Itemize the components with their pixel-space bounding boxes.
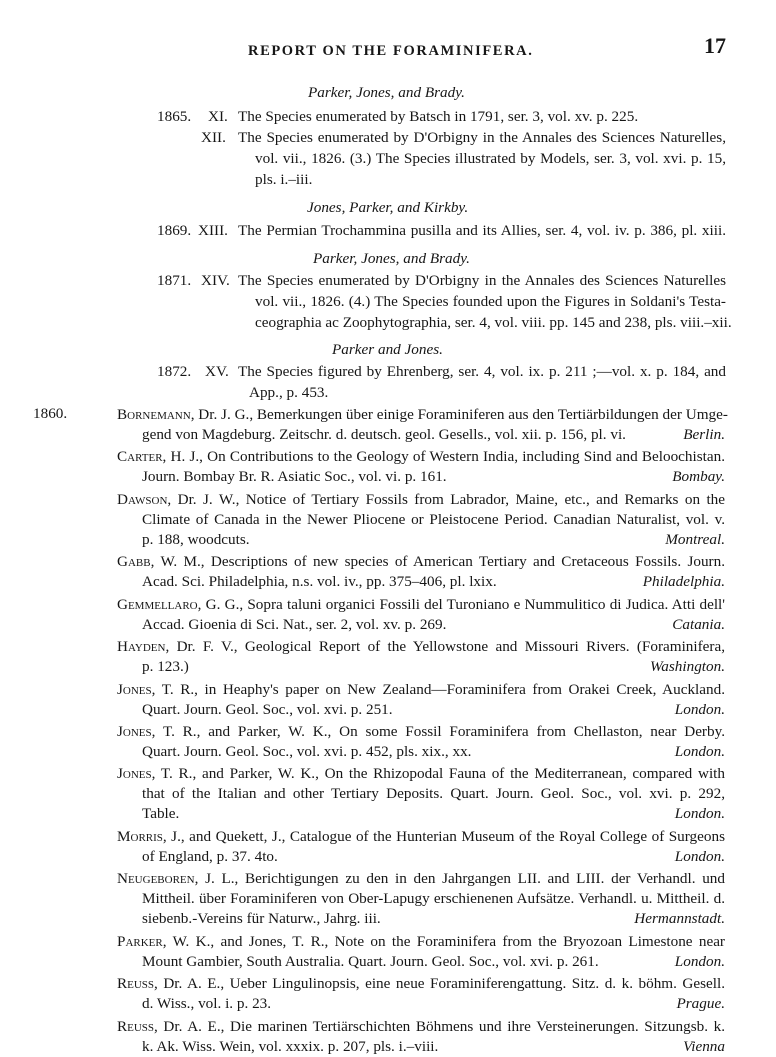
publication-place: Washington.: [650, 658, 725, 676]
citation-text: Mittheil. über Foraminiferen von Ober-Lapugy erschienenen Aufsätze. Verhandl. u. Mittheil. d.: [142, 890, 725, 908]
citation-text: gend von Magdeburg. Zeitschr. d. deutsch. geol. Gesells., vol. xii. p. 156, pl. vi.: [142, 426, 626, 444]
entry-continuation-line: [117, 742, 725, 762]
author-surname: Carter: [117, 448, 163, 466]
entry-text-line: vol. vii., 1826. (3.) The Species illustrated by Models, ser. 3, vol. xvi. p. 15,: [255, 150, 726, 167]
citation-text: Quart. Journ. Geol. Soc., vol. xvi. p. 251.: [142, 700, 393, 718]
series-authors: Parker, Jones, and Brady.: [313, 250, 470, 267]
entry-body: [117, 974, 725, 1014]
entry-first-line: Bornemann, Dr. J. G., Bemerkungen über einige Foraminiferen aus den Tertiärbildungen der Umge-: [117, 406, 728, 423]
series-authors: Parker and Jones.: [332, 341, 443, 358]
author-surname: Neugeboren: [117, 870, 195, 888]
citation-text: Quart. Journ. Geol. Soc., vol. xvi. p. 452, pls. xix., xx.: [142, 742, 472, 760]
publication-place: Berlin.: [683, 426, 725, 444]
entry-body: [117, 405, 728, 445]
entry-text: The Species enumerated by Batsch in 1791, ser. 3, vol. xv. p. 225.: [238, 108, 639, 125]
entry-body: [117, 637, 725, 677]
page-header: [0, 33, 776, 63]
entry-body: [117, 827, 725, 867]
publication-place: Vienna: [683, 1037, 725, 1055]
entry-text-line: vol. vii., 1826. (4.) The Species founded upon the Figures in Soldani's Testa-: [255, 293, 726, 310]
citation-text: d. Wiss., vol. i. p. 23.: [142, 995, 272, 1013]
publication-place: London.: [674, 847, 725, 865]
entry-continuation-line: [117, 952, 725, 972]
entry-year: 1869.: [157, 222, 192, 239]
citation-text: Journ. Bombay Br. R. Asiatic Soc., vol. vi. p. 161.: [142, 468, 447, 486]
bibliography-year: 1860.: [33, 405, 68, 422]
entry-body: [117, 490, 725, 550]
entry-text: The Permian Trochammina pusilla and its Allies, ser. 4, vol. iv. p. 386, pl. xiii.: [238, 222, 726, 239]
entry-first-line: Reuss, Dr. A. E., Ueber Lingulinopsis, eine neue Foraminiferengattung. Sitz. d. k. böhm. Gesell.: [117, 975, 725, 993]
series-authors: Jones, Parker, and Kirkby.: [307, 199, 469, 216]
citation-text: k. Ak. Wiss. Wein, vol. xxxix. p. 207, pls. i.–viii.: [142, 1037, 439, 1055]
entry-continuation-line: [117, 1037, 725, 1057]
entry-first-line: Reuss, Dr. A. E., Die marinen Tertiärschichten Böhmens und ihre Versteinerungen. Sitzungsb. k.: [117, 1017, 725, 1035]
publication-place: London.: [674, 742, 725, 760]
entry-first-line: Parker, W. K., and Jones, T. R., Note on the Foraminifera from the Bryozoan Limestone near: [117, 932, 725, 950]
author-surname: Jones: [117, 680, 152, 698]
entry-continuation-line: [117, 784, 725, 804]
entry-number: XIV.: [201, 272, 230, 289]
entry-first-line: Jones, T. R., in Heaphy's paper on New Zealand—Foraminifera from Orakei Creek, Auckland.: [117, 680, 725, 698]
author-surname: Reuss: [117, 1017, 155, 1035]
citation-text: Climate of Canada in the Newer Pliocene or Pleistocene Period. Canadian Naturalist, vol. v.: [142, 510, 725, 528]
entry-text-line: pls. i.–iii.: [255, 171, 313, 188]
entry-continuation-line: [117, 572, 725, 592]
entry-number: XII.: [201, 129, 226, 146]
entry-first-line: Hayden, Dr. F. V., Geological Report of the Yellowstone and Missouri Rivers. (Foraminifera,: [117, 638, 725, 656]
citation-text: Acad. Sci. Philadelphia, n.s. vol. iv., pp. 375–406, pl. lxix.: [142, 573, 497, 591]
running-head: REPORT ON THE FORAMINIFERA.: [248, 43, 534, 59]
author-surname: Dawson: [117, 490, 168, 508]
citation-text: of England, p. 37. 4to.: [142, 847, 278, 865]
entry-continuation-line: [117, 847, 725, 867]
author-surname: Morris: [117, 827, 163, 845]
entry-body: [117, 932, 725, 972]
entry-number: XIII.: [198, 222, 228, 239]
entry-first-line: Morris, J., and Quekett, J., Catalogue of the Hunterian Museum of the Royal College of Surgeons: [117, 827, 725, 845]
author-surname: Reuss: [117, 975, 155, 993]
entry-continuation-line: [117, 700, 725, 720]
author-surname: Gabb: [117, 553, 151, 571]
entry-continuation-line: [117, 467, 725, 487]
entry-number: XI.: [208, 108, 228, 125]
entry-continuation-line: [117, 657, 725, 677]
entry-first-line: Neugeboren, J. L., Berichtigungen zu den in den Jahrgangen LII. and LIII. der Verhandl. und: [117, 870, 725, 888]
entry-body: [117, 595, 725, 635]
series-authors: Parker, Jones, and Brady.: [308, 84, 465, 101]
entry-continuation-line: [117, 889, 725, 909]
page-number: 17: [704, 33, 726, 58]
citation-text: Mount Gambier, South Australia. Quart. Journ. Geol. Soc., vol. xvi. p. 261.: [142, 952, 599, 970]
entry-text-line: The Species enumerated by D'Orbigny in the Annales des Sciences Naturelles,: [238, 129, 726, 146]
citation-text: Accad. Gioenia di Sci. Nat., ser. 2, vol. xv. p. 269.: [142, 615, 447, 633]
author-surname: Hayden: [117, 638, 166, 656]
publication-place: Philadelphia.: [642, 573, 725, 591]
entry-text-line: The Species figured by Ehrenberg, ser. 4, vol. ix. p. 211 ;—vol. x. p. 184, and: [238, 363, 726, 380]
citation-text: p. 123.): [142, 658, 189, 676]
entry-text-line: ceographia ac Zoophytographia, ser. 4, vol. viii. pp. 145 and 238, pls. viii.–xii.: [255, 314, 732, 331]
author-surname: Jones: [117, 722, 152, 740]
entry-number: XV.: [205, 363, 229, 380]
entry-continuation-line: [117, 994, 725, 1014]
publication-place: London.: [674, 700, 725, 718]
entry-body: [117, 1017, 725, 1057]
entry-continuation-line: [117, 530, 725, 550]
publication-place: Prague.: [676, 995, 725, 1013]
entry-continuation-line: [117, 804, 725, 824]
citation-text: that of the Italian and other Tertiary Deposits. Quart. Journ. Geol. Soc., vol. xvi. p. 292,: [142, 785, 725, 803]
entry-first-line: Dawson, Dr. J. W., Notice of Tertiary Fossils from Labrador, Maine, etc., and Remarks on the: [117, 490, 725, 508]
citation-text: p. 188, woodcuts.: [142, 530, 250, 548]
entry-text-line: The Species enumerated by D'Orbigny in the Annales des Sciences Naturelles: [238, 272, 726, 289]
entry-continuation-line: [117, 510, 725, 530]
entry-year: 1872.: [157, 363, 192, 380]
entry-continuation-line: [117, 909, 725, 929]
author-surname: Gemmellaro: [117, 595, 198, 613]
publication-place: Montreal.: [665, 530, 725, 548]
entry-body: [117, 869, 725, 929]
entry-continuation-line: [117, 425, 725, 445]
entry-body: [117, 552, 725, 592]
entry-first-line: Gabb, W. M., Descriptions of new species of American Tertiary and Cretaceous Fossils. Journ.: [117, 553, 725, 571]
publication-place: Catania.: [672, 615, 725, 633]
entry-first-line: Gemmellaro, G. G., Sopra taluni organici Fossili del Turoniano e Nummulitico di Judica. Atti dell': [117, 595, 725, 613]
entry-first-line: Jones, T. R., and Parker, W. K., On some Fossil Foraminifera from Chellaston, near Derby.: [117, 722, 725, 740]
entry-body: [117, 764, 725, 824]
author-surname: Parker: [117, 932, 163, 950]
entry-body: [117, 447, 725, 487]
entry-text-line: App., p. 453.: [249, 384, 329, 401]
citation-text: siebenb.-Vereins für Naturw., Jahrg. iii.: [142, 910, 381, 928]
publication-place: London.: [674, 805, 725, 823]
publication-place: London.: [674, 952, 725, 970]
publication-place: Hermannstadt.: [634, 910, 725, 928]
author-surname: Jones: [117, 765, 152, 783]
entry-first-line: Carter, H. J., On Contributions to the Geology of Western India, including Sind and Beloochistan.: [117, 448, 725, 466]
entry-body: [117, 722, 725, 762]
entry-year: 1871.: [157, 272, 192, 289]
citation-text: Table.: [142, 805, 180, 823]
publication-place: Bombay.: [672, 468, 725, 486]
entry-continuation-line: [117, 615, 725, 635]
entry-year: 1865.: [157, 108, 192, 125]
entry-body: [117, 680, 725, 720]
entry-first-line: Jones, T. R., and Parker, W. K., On the Rhizopodal Fauna of the Mediterranean, compared with: [117, 765, 725, 783]
author-surname: Bornemann: [117, 406, 191, 423]
